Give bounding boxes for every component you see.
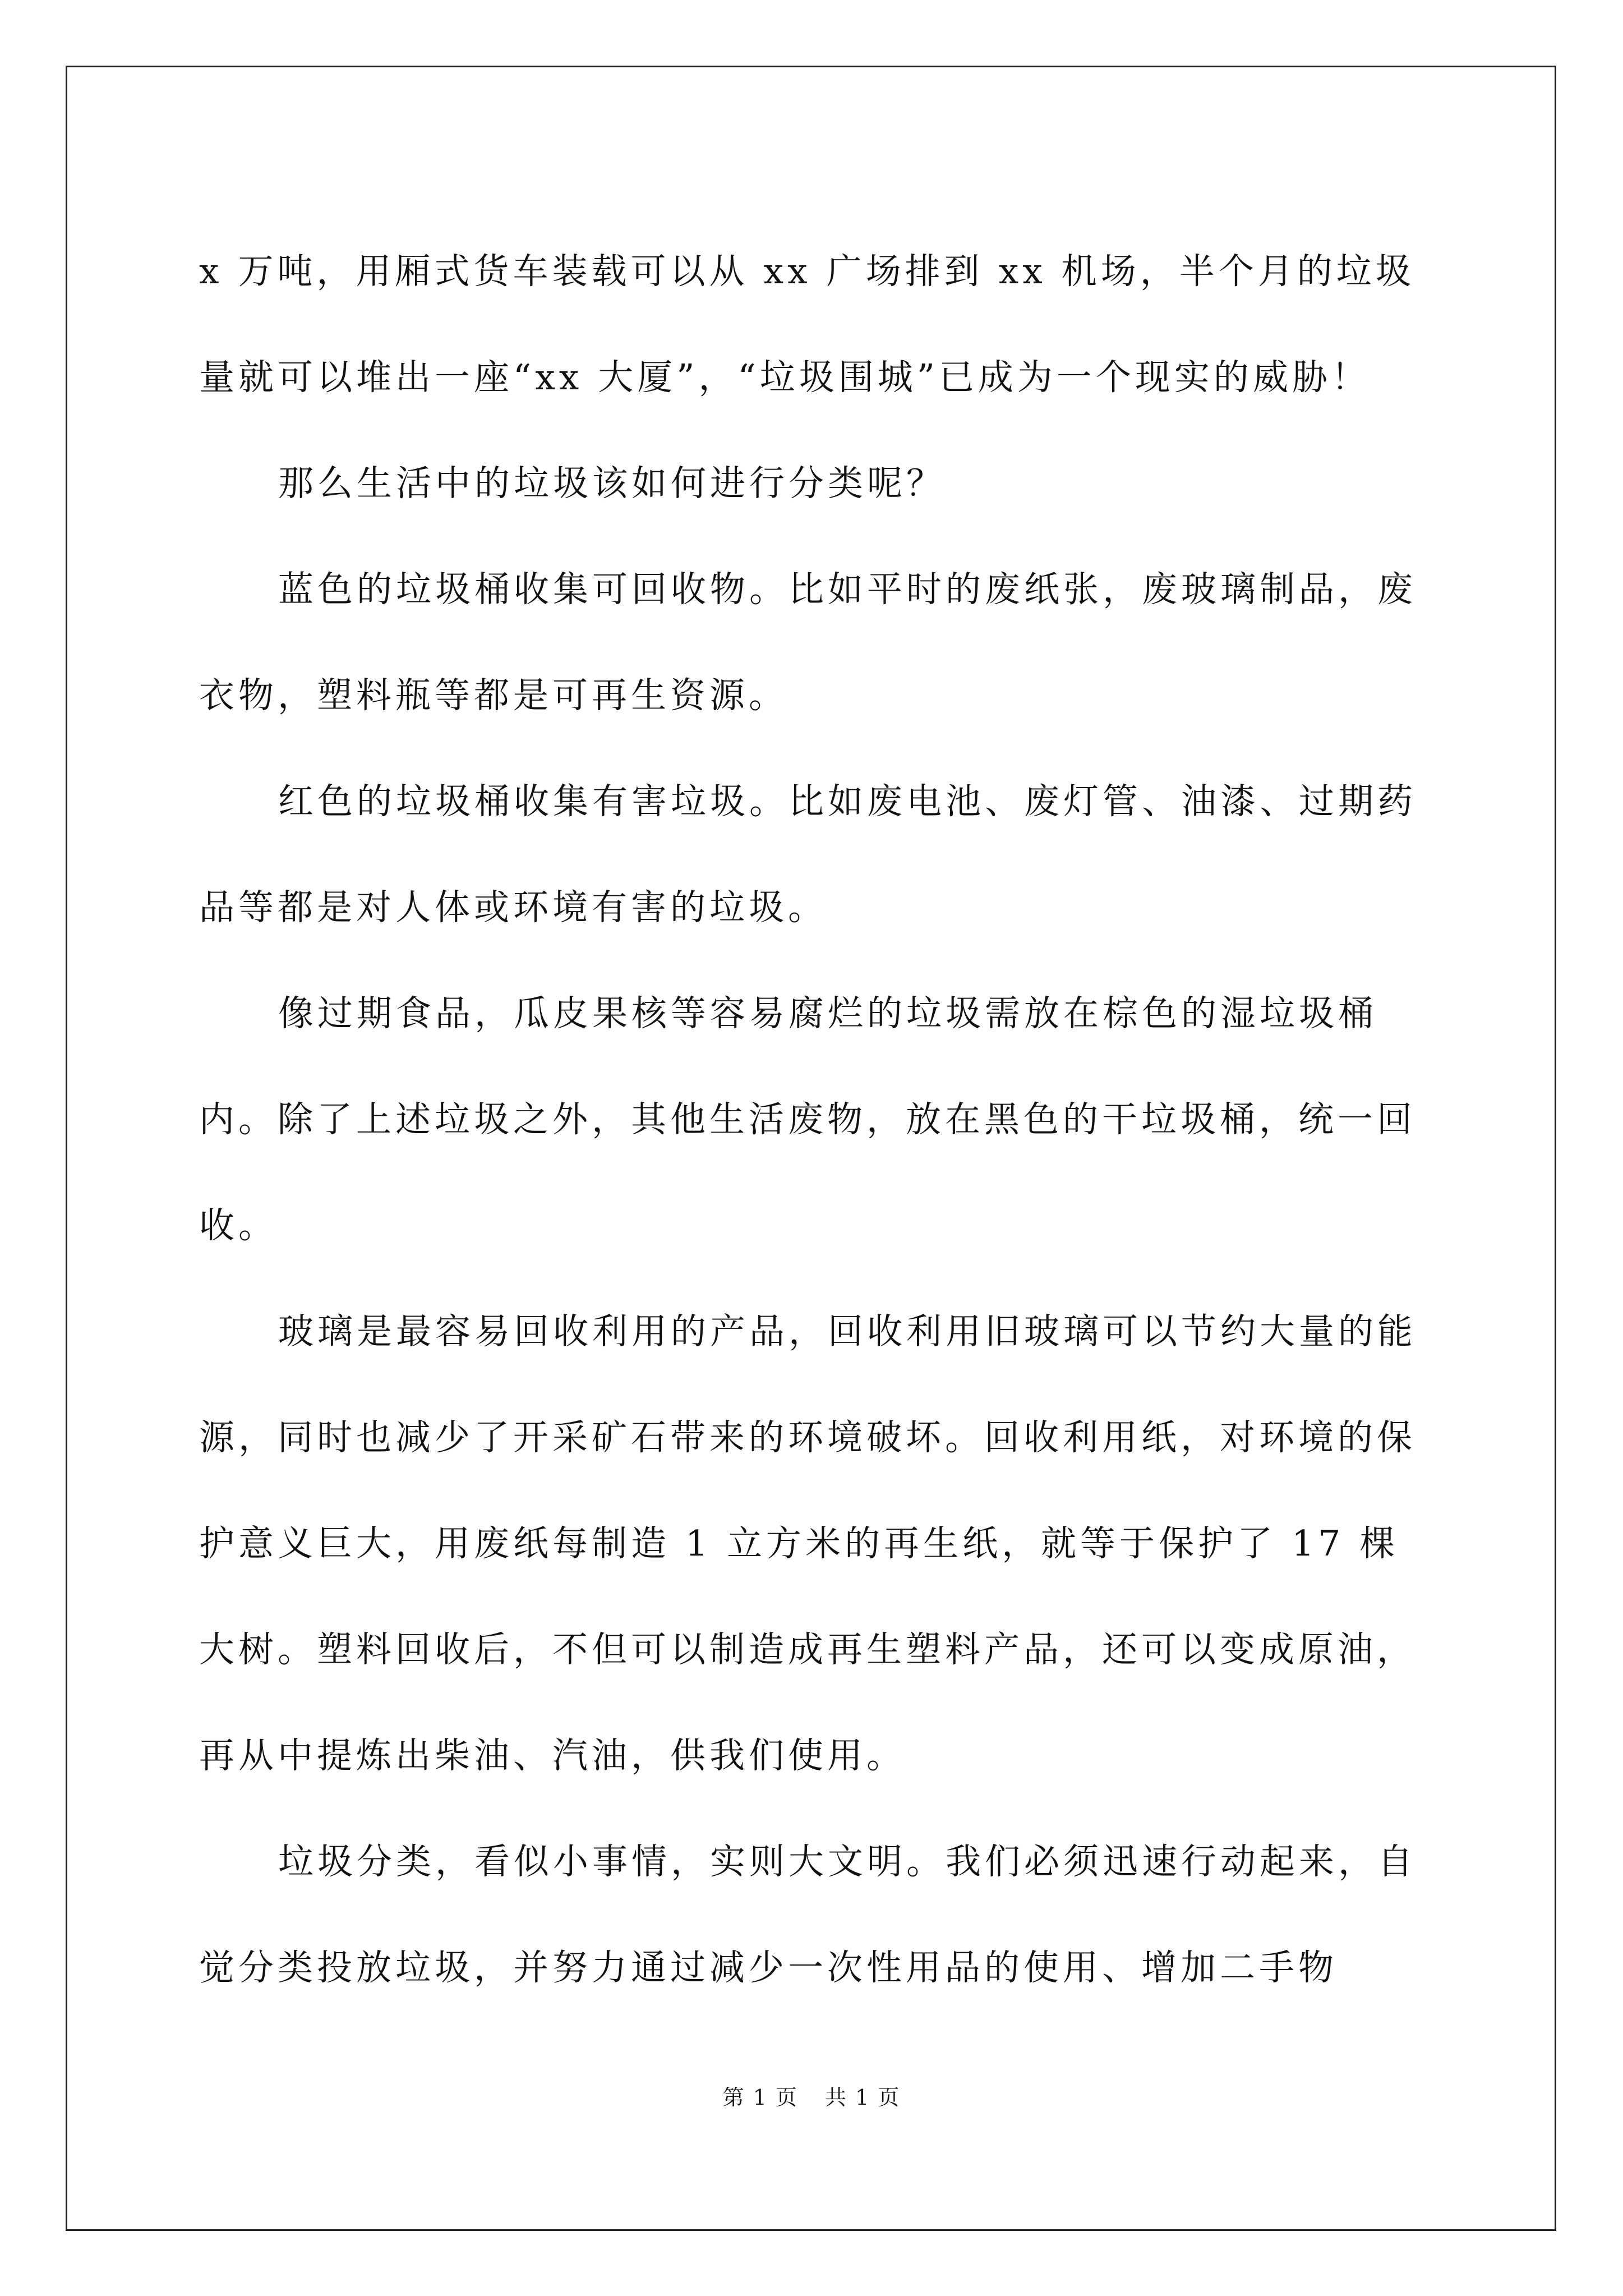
paragraph-5: 像过期食品，瓜皮果核等容易腐烂的垃圾需放在棕色的湿垃圾桶内。除了上述垃圾之外，其他生活废物，放在黑色的干垃圾桶，统一回收。 — [199, 993, 1416, 1246]
paragraph-1: x 万吨，用厢式货车装载可以从 xx 广场排到 xx 机场，半个月的垃圾量就可以堆出一座“xx 大厦”，“垃圾围城”已成为一个现实的威胁！ — [199, 251, 1415, 398]
page-number-total: 共 1 页 — [825, 2085, 901, 2110]
page-number-current: 第 1 页 — [722, 2085, 798, 2110]
document-body — [199, 218, 1423, 2021]
page-footer — [0, 2080, 1623, 2111]
paragraph-2: 那么生活中的垃圾该如何进行分类呢？ — [278, 463, 946, 504]
paragraph-4: 红色的垃圾桶收集有害垃圾。比如废电池、废灯管、油漆、过期药品等都是对人体或环境有害的垃圾。 — [199, 781, 1417, 928]
paragraph-3: 蓝色的垃圾桶收集可回收物。比如平时的废纸张，废玻璃制品，废衣物，塑料瓶等都是可再生资源。 — [199, 569, 1417, 716]
paragraph-6: 玻璃是最容易回收利用的产品，回收利用旧玻璃可以节约大量的能源，同时也减少了开采矿石带来的环境破坏。回收利用纸，对环境的保护意义巨大，用废纸每制造 1 立方米的再生纸，就等于保护了 17 棵大树。塑料回收后，不但可以制造成再生塑料产品，还可以变成原油，再从中提炼出柴油、汽油，供我们使用。 — [199, 1311, 1417, 1776]
paragraph-7: 垃圾分类，看似小事情，实则大文明。我们必须迅速行动起来，自觉分类投放垃圾，并努力通过减少一次性用品的使用、增加二手物 — [199, 1841, 1417, 1988]
